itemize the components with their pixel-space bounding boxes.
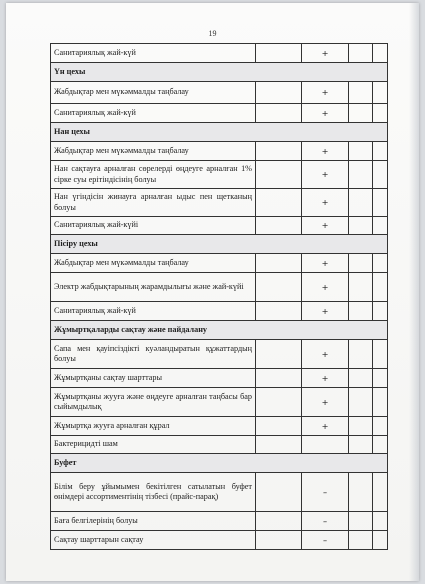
empty-cell bbox=[256, 531, 302, 550]
section-heading: Жұмыртқаларды сақтау және пайдалану bbox=[51, 321, 388, 340]
empty-cell bbox=[373, 436, 388, 454]
section-heading: Буфет bbox=[51, 454, 388, 473]
empty-cell bbox=[373, 273, 388, 302]
checklist-row bbox=[51, 44, 388, 63]
empty-cell bbox=[349, 369, 373, 388]
section-row bbox=[51, 235, 388, 254]
checklist-item-label: Санитариялық жай-күй bbox=[51, 44, 256, 63]
section-row bbox=[51, 123, 388, 142]
handwritten-mark: – bbox=[302, 473, 349, 512]
checklist-row bbox=[51, 189, 388, 217]
empty-cell bbox=[256, 104, 302, 123]
empty-cell bbox=[349, 161, 373, 189]
section-row bbox=[51, 63, 388, 82]
page-number: 19 bbox=[208, 29, 217, 38]
handwritten-mark: + bbox=[302, 142, 349, 161]
checklist-item-label: Сақтау шарттарын сақтау bbox=[51, 531, 256, 550]
handwritten-mark: + bbox=[302, 417, 349, 436]
checklist-row bbox=[51, 436, 388, 454]
empty-cell bbox=[256, 273, 302, 302]
empty-cell bbox=[256, 142, 302, 161]
section-heading: Пісіру цехы bbox=[51, 235, 388, 254]
handwritten-mark: + bbox=[302, 273, 349, 302]
checklist-item-label: Жабдықтар мен мүкәммалды таңбалау bbox=[51, 142, 256, 161]
handwritten-mark: + bbox=[302, 104, 349, 123]
handwritten-mark: + bbox=[302, 161, 349, 189]
page-edge-shadow bbox=[409, 3, 419, 581]
checklist-item-label: Нан үгіндісін жинауға арналған ыдыс пен щетканың болуы bbox=[51, 189, 256, 217]
handwritten-mark: + bbox=[302, 302, 349, 321]
empty-cell bbox=[256, 369, 302, 388]
handwritten-mark: + bbox=[302, 217, 349, 235]
empty-cell bbox=[373, 512, 388, 531]
empty-cell bbox=[373, 473, 388, 512]
empty-cell bbox=[256, 340, 302, 369]
handwritten-mark: + bbox=[302, 369, 349, 388]
empty-cell bbox=[256, 417, 302, 436]
checklist-row bbox=[51, 417, 388, 436]
empty-cell bbox=[373, 142, 388, 161]
empty-cell bbox=[256, 473, 302, 512]
empty-cell bbox=[373, 417, 388, 436]
empty-cell bbox=[373, 254, 388, 273]
handwritten-mark: + bbox=[302, 340, 349, 369]
empty-cell bbox=[256, 436, 302, 454]
document-page bbox=[6, 3, 419, 581]
checklist-item-label: Жұмыртқаны жууға және өңдеуге арналған таңбасы бар сыйымдылық bbox=[51, 388, 256, 417]
empty-cell bbox=[373, 161, 388, 189]
handwritten-mark: – bbox=[302, 512, 349, 531]
checklist-item-label: Жабдықтар мен мүкәммалды таңбалау bbox=[51, 82, 256, 104]
empty-cell bbox=[373, 531, 388, 550]
section-row bbox=[51, 454, 388, 473]
checklist-row bbox=[51, 388, 388, 417]
handwritten-mark: + bbox=[302, 254, 349, 273]
checklist-item-label: Электр жабдықтарының жарамдылығы және жай-күйі bbox=[51, 273, 256, 302]
checklist-row bbox=[51, 531, 388, 550]
checklist-row bbox=[51, 82, 388, 104]
checklist-row bbox=[51, 217, 388, 235]
empty-cell bbox=[349, 436, 373, 454]
empty-cell bbox=[349, 82, 373, 104]
checklist-row bbox=[51, 302, 388, 321]
empty-cell bbox=[349, 388, 373, 417]
checklist-row bbox=[51, 142, 388, 161]
checklist-row bbox=[51, 512, 388, 531]
empty-cell bbox=[256, 82, 302, 104]
handwritten-mark bbox=[302, 436, 349, 454]
handwritten-mark: – bbox=[302, 531, 349, 550]
empty-cell bbox=[349, 531, 373, 550]
empty-cell bbox=[373, 302, 388, 321]
empty-cell bbox=[373, 82, 388, 104]
empty-cell bbox=[256, 302, 302, 321]
section-row bbox=[51, 321, 388, 340]
checklist-item-label: Нан сақтауға арналған сөрелерді өңдеуге арналған 1% сірке суы ерітіндісінің болуы bbox=[51, 161, 256, 189]
checklist-item-label: Баға белгілерінің болуы bbox=[51, 512, 256, 531]
empty-cell bbox=[256, 44, 302, 63]
checklist-row bbox=[51, 273, 388, 302]
checklist-item-label: Білім беру ұйымымен бекітілген сатылатын буфет өнімдері ассортиментінің тізбесі (прайс-парақ) bbox=[51, 473, 256, 512]
checklist-row bbox=[51, 254, 388, 273]
section-heading: Нан цехы bbox=[51, 123, 388, 142]
checklist-row bbox=[51, 340, 388, 369]
empty-cell bbox=[373, 217, 388, 235]
empty-cell bbox=[349, 417, 373, 436]
empty-cell bbox=[373, 369, 388, 388]
empty-cell bbox=[349, 44, 373, 63]
empty-cell bbox=[373, 388, 388, 417]
empty-cell bbox=[349, 142, 373, 161]
empty-cell bbox=[349, 302, 373, 321]
checklist-item-label: Жұмыртқаны сақтау шарттары bbox=[51, 369, 256, 388]
empty-cell bbox=[349, 104, 373, 123]
empty-cell bbox=[349, 189, 373, 217]
checklist-item-label: Сапа мен қауіпсіздікті куәландыратын құжаттардың болуы bbox=[51, 340, 256, 369]
empty-cell bbox=[256, 254, 302, 273]
empty-cell bbox=[373, 340, 388, 369]
empty-cell bbox=[256, 189, 302, 217]
empty-cell bbox=[373, 189, 388, 217]
checklist-row bbox=[51, 369, 388, 388]
empty-cell bbox=[349, 340, 373, 369]
section-heading: Үн цехы bbox=[51, 63, 388, 82]
empty-cell bbox=[349, 273, 373, 302]
empty-cell bbox=[349, 217, 373, 235]
empty-cell bbox=[349, 473, 373, 512]
empty-cell bbox=[256, 217, 302, 235]
checklist-item-label: Санитариялық жай-күй bbox=[51, 104, 256, 123]
checklist-row bbox=[51, 473, 388, 512]
handwritten-mark: + bbox=[302, 189, 349, 217]
checklist-row bbox=[51, 161, 388, 189]
inspection-checklist-table bbox=[50, 43, 388, 550]
empty-cell bbox=[349, 512, 373, 531]
empty-cell bbox=[373, 104, 388, 123]
handwritten-mark: + bbox=[302, 82, 349, 104]
checklist-item-label: Бактерицидті шам bbox=[51, 436, 256, 454]
handwritten-mark: + bbox=[302, 44, 349, 63]
empty-cell bbox=[256, 512, 302, 531]
checklist-item-label: Санитариялық жай-күй bbox=[51, 302, 256, 321]
checklist-row bbox=[51, 104, 388, 123]
checklist-item-label: Жабдықтар мен мүкәммалды таңбалау bbox=[51, 254, 256, 273]
empty-cell bbox=[373, 44, 388, 63]
empty-cell bbox=[256, 388, 302, 417]
empty-cell bbox=[349, 254, 373, 273]
handwritten-mark: + bbox=[302, 388, 349, 417]
empty-cell bbox=[256, 161, 302, 189]
checklist-item-label: Санитариялық жай-күйі bbox=[51, 217, 256, 235]
checklist-item-label: Жұмыртқа жууға арналған құрал bbox=[51, 417, 256, 436]
